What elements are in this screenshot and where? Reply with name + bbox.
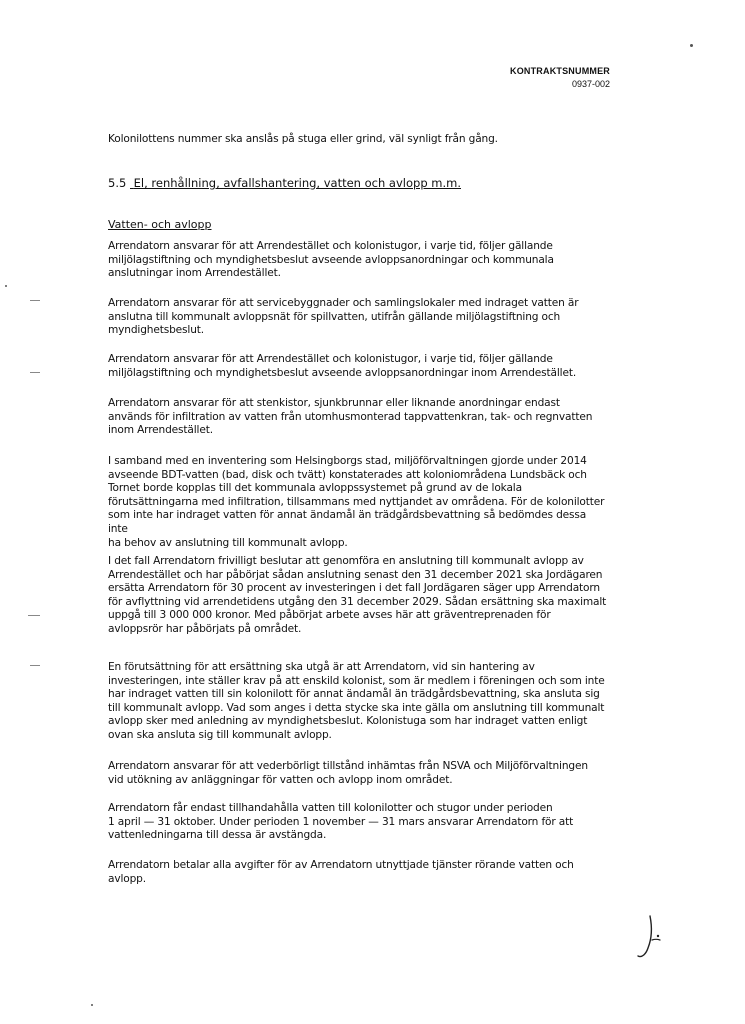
paragraph-1: Arrendatorn ansvarar för att Arrendestället och kolonistugor, i varje tid, följer gällande miljölagstiftning och myndighetsbeslut avseende avloppsanordningar och kommunala anslutningar inom Arrendestället. (108, 240, 554, 280)
section-title: El, renhållning, avfallshantering, vatten och avlopp m.m. (133, 176, 461, 190)
section-heading (108, 176, 461, 190)
margin-speck (5, 285, 7, 287)
paragraph-5: I samband med en inventering som Helsingborgs stad, miljöförvaltningen gjorde under 2014 avseende BDT-vatten (bad, disk och tvätt) konstaterades att koloniområdena Lundsbäck och Tornet borde kopplas till det kommunala avloppssystemet på grund av de lokala förutsättningarna med infiltration, tillsammans med nyttjandet av områdena. För de kolonilotter som inte har indraget vatten för annat ändamål än trädgårdsbevattning så bedömdes dessa inte ha behov av anslutning till kommunalt avlopp. (108, 455, 605, 549)
margin-mark (28, 615, 40, 616)
margin-speck (91, 1004, 93, 1006)
subsection-heading: Vatten- och avlopp (108, 218, 212, 231)
margin-mark (30, 300, 40, 301)
contract-header (510, 65, 610, 91)
paragraph-9: Arrendatorn får endast tillhandahålla vatten till kolonilotter och stugor under perioden 1 april — 31 oktober. Under perioden 1 november — 31 mars ansvarar Arrendatorn för att vattenledningarna till dessa är avstängda. (108, 802, 574, 842)
paragraph-2: Arrendatorn ansvarar för att servicebyggnader och samlingslokaler med indraget vatten är anslutna till kommunalt avloppsnät för spillvatten, utifrån gällande miljölagstiftning och myndighetsbeslut. (108, 297, 579, 337)
corner-speck (690, 44, 693, 47)
paragraph-8: Arrendatorn ansvarar för att vederbörligt tillstånd inhämtas från NSVA och Miljöförvaltningen vid utökning av anläggningar för vatten och avlopp inom området. (108, 760, 588, 786)
contract-number: 0937-002 (571, 79, 610, 89)
margin-mark (30, 372, 40, 373)
paragraph-4: Arrendatorn ansvarar för att stenkistor, sjunkbrunnar eller liknande anordningar endast används för infiltration av vatten från utomhusmonterad tappvattenkran, tak- och regnvatten inom Arrendestället. (108, 397, 593, 437)
intro-paragraph: Kolonilottens nummer ska anslås på stuga eller grind, väl synligt från gång. (108, 133, 498, 145)
section-number: 5.5 (108, 176, 127, 190)
handwritten-initial (636, 912, 676, 962)
paragraph-10: Arrendatorn betalar alla avgifter för av Arrendatorn utnyttjade tjänster rörande vatten och avlopp. (108, 859, 574, 885)
paragraph-3: Arrendatorn ansvarar för att Arrendestället och kolonistugor, i varje tid, följer gällande miljölagstiftning och myndighetsbeslut avseende avloppsanordningar inom Arrendestället. (108, 353, 577, 379)
contract-number-label: KONTRAKTSNUMMER (510, 66, 610, 76)
paragraph-6: I det fall Arrendatorn frivilligt beslutar att genomföra en anslutning till kommunalt avlopp av Arrendestället och har påbörjat sådan anslutning senast den 31 december 2021 ska Jordägaren ersätta Arrendatorn för 30 procent av investeringen i det fall Jordägaren säger upp Arrendatorn för avflyttning vid arrendetidens utgång den 31 december 2029. Sådan ersättning ska maximalt uppgå till 3 000 000 kronor. Med påbörjat arbete avses här att gräventreprenaden för avloppsrör har påbörjats på området. (108, 555, 607, 635)
margin-mark (30, 665, 40, 666)
paragraph-7: En förutsättning för att ersättning ska utgå är att Arrendatorn, vid sin hantering av investeringen, inte ställer krav på att enskild kolonist, som är medlem i föreningen och som inte har indraget vatten till sin kolonilott för annat ändamål än trädgårdsbevattning, ska ansluta sig till kommunalt avlopp. Vad som anges i detta stycke ska inte gälla om anslutning till kommunalt avlopp sker med anledning av myndighetsbeslut. Kolonistuga som har indraget vatten enligt ovan ska ansluta sig till kommunalt avlopp. (108, 661, 605, 741)
